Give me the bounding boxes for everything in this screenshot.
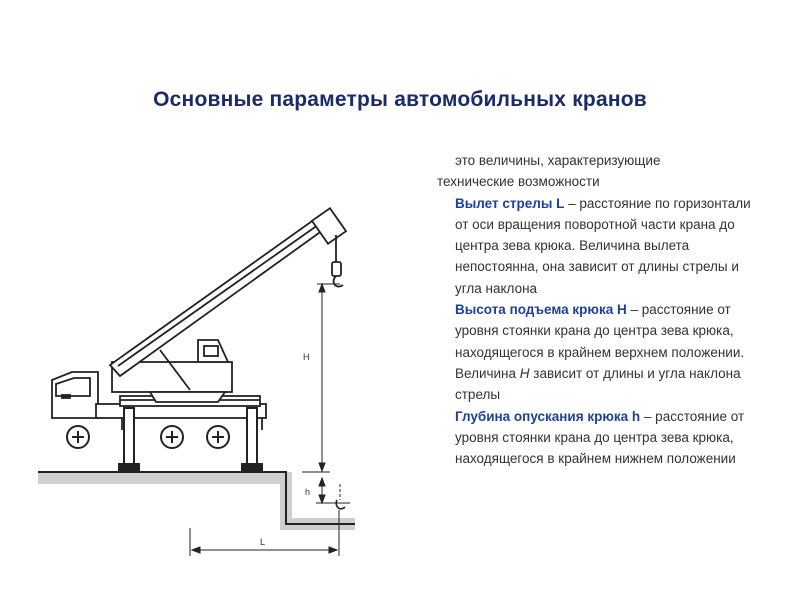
lift-height-text-after: зависит от длины и угла наклона стрелы [455,365,741,403]
label-h: h [305,487,311,497]
label-H: H [303,352,310,362]
lift-height-var: H [519,365,530,381]
lower-depth-text: – расстояние от уровня стоянки крана до центра зева крюка, находящегося в крайнем нижнем положении [455,408,745,467]
hook [332,235,343,287]
lift-height-text-before: – расстояние от уровня стоянки крана до центра зева крюка, находящегося в крайнем верхнем положении. Величина [455,302,745,381]
ground [38,472,355,530]
dimension-L [190,510,339,556]
lift-height-term: Высота подъема крюка H [455,302,627,318]
dimension-h [316,478,350,509]
label-L: L [260,537,266,547]
outreach-term: Вылет стрелы L [455,195,565,211]
dimension-H [302,284,340,472]
wheels [67,426,229,448]
parameters-description [437,150,767,469]
outreach-paragraph [437,193,767,299]
intro-line-2: технические возможности [437,174,600,190]
turntable [112,340,232,402]
crane-diagram [30,205,360,560]
lift-height-paragraph [437,299,767,405]
outreach-text: – расстояние по горизонтали от оси вращения поворотной части крана до центра зева крюка. Величина вылета непостоянна, она зависит от длины стрелы и угла наклона [455,195,751,296]
lower-depth-term: Глубина опускания крюка h [455,408,641,424]
lower-depth-paragraph [437,406,767,470]
intro-line-1: это величины, характеризующие [455,153,661,168]
page-title: Основные параметры автомобильных кранов [153,88,647,111]
